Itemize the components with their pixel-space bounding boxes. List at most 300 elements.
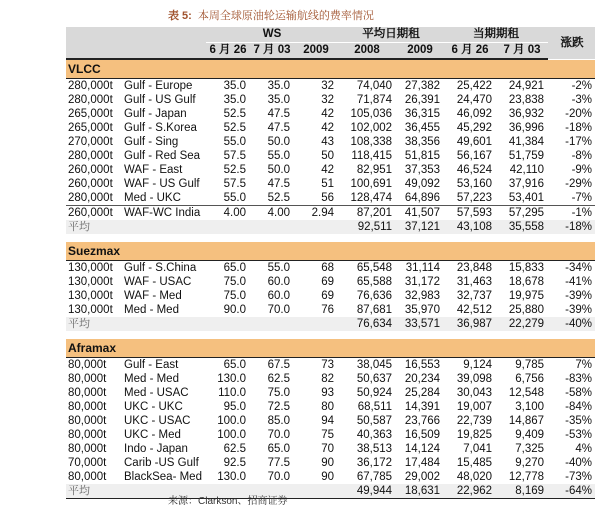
ws-jul03-cell: 35.0 bbox=[267, 94, 290, 106]
tc-avg-2008-cell: 87,681 bbox=[356, 304, 393, 316]
average-tc-avg-2008-cell: 92,511 bbox=[338, 220, 396, 234]
tc-jul03-cell: 6,756 bbox=[515, 373, 545, 385]
ws-jul03-cell: 55.0 bbox=[267, 262, 290, 274]
tc-avg-2008-cell: 128,474 bbox=[350, 192, 393, 204]
tonnage-cell: 260,000t bbox=[68, 164, 113, 176]
tonnage-cell: 80,000t bbox=[68, 373, 107, 385]
tc-avg-2008-cell: 118,415 bbox=[351, 150, 393, 162]
route-cell: Med - USAC bbox=[124, 387, 189, 399]
tc-jul03-cell: 36,932 bbox=[508, 108, 545, 120]
tc-avg-2008-cell: 68,511 bbox=[357, 401, 393, 413]
change-cell: -41% bbox=[565, 276, 593, 288]
table-row bbox=[66, 372, 595, 386]
route-cell: Gulf - Europe bbox=[124, 80, 193, 92]
table-row bbox=[66, 442, 595, 456]
tc-jul03-cell: 15,833 bbox=[508, 262, 545, 274]
tonnage-cell: 130,000t bbox=[68, 290, 113, 302]
tc-jun26-cell: 25,422 bbox=[456, 80, 493, 92]
ws-jun26-cell: 35.0 bbox=[223, 94, 246, 106]
ws-2009-cell: 93 bbox=[321, 387, 335, 399]
tc-jul03-cell: 9,785 bbox=[515, 359, 545, 371]
ws-2009-cell: 82 bbox=[321, 373, 335, 385]
tc-avg-2008-cell: 76,636 bbox=[356, 290, 393, 302]
section-header-row bbox=[66, 59, 595, 79]
table-row bbox=[66, 135, 595, 149]
route-cell: WAF-WC India bbox=[122, 206, 206, 221]
col-header: 7 月 03 bbox=[496, 43, 548, 60]
tonnage-cell: 270,000t bbox=[68, 136, 113, 148]
tc-jun26-cell: 57,593 bbox=[444, 206, 496, 221]
average-tc-jul03-cell: 22,279 bbox=[496, 317, 548, 331]
tc-jun26-cell: 7,041 bbox=[463, 443, 493, 455]
tonnage-cell: 280,000t bbox=[68, 192, 113, 204]
section-title: Suezmax bbox=[66, 242, 595, 261]
average-blank bbox=[122, 317, 338, 331]
ws-jul03-cell: 50.0 bbox=[267, 136, 290, 148]
ws-jul03-cell: 70.0 bbox=[267, 471, 290, 483]
tc-jun26-cell: 31,463 bbox=[456, 276, 493, 288]
tc-avg-2009-cell: 14,124 bbox=[404, 443, 441, 455]
change-cell: 4% bbox=[575, 443, 593, 455]
ws-2009-cell: 42 bbox=[321, 122, 335, 134]
tc-avg-2008-cell: 108,338 bbox=[350, 136, 393, 148]
tc-jul03-cell: 19,975 bbox=[508, 290, 545, 302]
ws-jul03-cell: 65.0 bbox=[267, 443, 290, 455]
change-cell: -20% bbox=[565, 108, 593, 120]
tc-current-group-header: 当期期租 bbox=[444, 27, 548, 43]
section-title: Aframax bbox=[66, 339, 595, 358]
tonnage-cell: 260,000t bbox=[68, 178, 113, 190]
tc-avg-2009-cell: 32,983 bbox=[404, 290, 441, 302]
tc-avg-2008-cell: 38,045 bbox=[356, 359, 393, 371]
tc-jul03-cell: 24,921 bbox=[508, 80, 545, 92]
tc-jul03-cell: 41,384 bbox=[508, 136, 545, 148]
tc-jun26-cell: 32,737 bbox=[456, 290, 493, 302]
change-cell: -35% bbox=[565, 415, 593, 427]
tonnage-cell: 280,000t bbox=[68, 80, 113, 92]
tc-avg-2009-cell: 23,766 bbox=[404, 415, 441, 427]
tonnage-cell: 260,000t bbox=[66, 206, 122, 221]
tc-jun26-cell: 30,043 bbox=[456, 387, 493, 399]
ws-jun26-cell: 35.0 bbox=[223, 80, 246, 92]
change-cell: -84% bbox=[565, 401, 593, 413]
tc-jun26-cell: 57,223 bbox=[456, 192, 493, 204]
ws-jun26-cell: 75.0 bbox=[223, 290, 246, 302]
table-row bbox=[66, 107, 595, 121]
ws-jun26-cell: 52.5 bbox=[223, 164, 246, 176]
route-cell: WAF - East bbox=[124, 164, 183, 176]
tc-avg-2009-cell: 36,455 bbox=[404, 122, 441, 134]
ws-2009-cell: 42 bbox=[321, 164, 335, 176]
route-cell: WAF - Med bbox=[124, 290, 182, 302]
table-row bbox=[66, 275, 595, 289]
average-row bbox=[66, 220, 595, 234]
tc-avg-2008-cell: 36,172 bbox=[356, 457, 393, 469]
tc-avg-2008-cell: 65,548 bbox=[356, 262, 393, 274]
tc-avg-2009-cell: 51,815 bbox=[404, 150, 441, 162]
ws-jun26-cell: 90.0 bbox=[223, 304, 246, 316]
tc-avg-2009-cell: 27,382 bbox=[404, 80, 441, 92]
ws-2009-cell: 90 bbox=[321, 471, 335, 483]
ws-jul03-cell: 50.0 bbox=[267, 164, 290, 176]
tc-jun26-cell: 39,098 bbox=[456, 373, 493, 385]
table-row bbox=[66, 303, 595, 317]
tc-avg-2009-cell: 41,507 bbox=[396, 206, 444, 221]
tc-avg-2009-cell: 26,391 bbox=[404, 94, 441, 106]
ws-2009-cell: 73 bbox=[321, 359, 335, 371]
table-row bbox=[66, 428, 595, 442]
route-cell: UKC - Med bbox=[124, 429, 181, 441]
change-cell: -1% bbox=[548, 206, 595, 221]
ws-jun26-cell: 62.5 bbox=[223, 443, 246, 455]
col-header: 6 月 26 bbox=[206, 43, 250, 60]
tc-jul03-cell: 51,759 bbox=[508, 150, 545, 162]
tc-avg-2008-cell: 105,036 bbox=[350, 108, 393, 120]
ws-jun26-cell: 130.0 bbox=[217, 471, 246, 483]
tc-avg-2009-cell: 37,353 bbox=[404, 164, 441, 176]
ws-jul03-cell: 55.0 bbox=[267, 150, 290, 162]
tc-jul03-cell: 37,916 bbox=[508, 178, 545, 190]
table-row bbox=[66, 206, 595, 221]
col-header: 7 月 03 bbox=[250, 43, 294, 60]
ws-jul03-cell: 4.00 bbox=[250, 206, 294, 221]
average-tc-avg-2009-cell: 18,631 bbox=[396, 484, 444, 499]
ws-jun26-cell: 55.0 bbox=[223, 192, 246, 204]
tc-jul03-cell: 36,996 bbox=[508, 122, 545, 134]
tc-avg-2009-cell: 16,553 bbox=[404, 359, 441, 371]
ws-2009-cell: 42 bbox=[321, 108, 335, 120]
ws-2009-cell: 43 bbox=[321, 136, 335, 148]
average-row bbox=[66, 317, 595, 331]
tonnage-cell: 130,000t bbox=[68, 304, 113, 316]
section-spacer bbox=[66, 234, 595, 242]
table-row bbox=[66, 177, 595, 191]
table-row bbox=[66, 149, 595, 163]
ws-2009-cell: 80 bbox=[321, 401, 335, 413]
header-row-2 bbox=[66, 43, 595, 60]
route-cell: Gulf - S.Korea bbox=[124, 122, 197, 134]
change-cell: -7% bbox=[571, 192, 593, 204]
tc-jun26-cell: 22,739 bbox=[456, 415, 493, 427]
table-row bbox=[66, 121, 595, 135]
tc-jul03-cell: 25,880 bbox=[508, 304, 545, 316]
average-blank bbox=[122, 220, 338, 234]
ws-2009-cell: 56 bbox=[321, 192, 335, 204]
tonnage-cell: 280,000t bbox=[68, 150, 113, 162]
table-row bbox=[66, 358, 595, 373]
average-tc-avg-2008-cell: 49,944 bbox=[338, 484, 396, 499]
ws-jun26-cell: 75.0 bbox=[223, 276, 246, 288]
ws-jun26-cell: 57.5 bbox=[223, 178, 246, 190]
ws-jul03-cell: 60.0 bbox=[267, 276, 290, 288]
tc-jun26-cell: 9,124 bbox=[463, 359, 493, 371]
ws-jul03-cell: 67.5 bbox=[267, 359, 290, 371]
tc-jul03-cell: 12,548 bbox=[508, 387, 545, 399]
change-cell: -17% bbox=[565, 136, 593, 148]
source-note: 来源：Clarkson、招商证券 bbox=[168, 496, 288, 507]
tc-avg-2008-cell: 65,588 bbox=[356, 276, 393, 288]
route-cell: Gulf - Japan bbox=[124, 108, 187, 120]
tc-jun26-cell: 46,092 bbox=[456, 108, 493, 120]
table-row bbox=[66, 400, 595, 414]
table-row bbox=[66, 163, 595, 177]
route-cell: Gulf - East bbox=[124, 359, 179, 371]
ws-2009-cell: 69 bbox=[321, 290, 335, 302]
col-header: 2009 bbox=[396, 43, 444, 60]
tc-avg-2008-cell: 102,002 bbox=[350, 122, 393, 134]
ws-jun26-cell: 95.0 bbox=[223, 401, 246, 413]
average-tc-jun26-cell: 22,962 bbox=[444, 484, 496, 499]
col-header: 6 月 26 bbox=[444, 43, 496, 60]
tc-avg-2009-cell: 29,002 bbox=[404, 471, 441, 483]
route-cell: Med - Med bbox=[124, 304, 179, 316]
average-label: 平均 bbox=[66, 484, 122, 499]
average-tc-avg-2009-cell: 37,121 bbox=[396, 220, 444, 234]
change-cell: 7% bbox=[575, 359, 593, 371]
table-row bbox=[66, 191, 595, 206]
route-cell: Gulf - Red Sea bbox=[124, 150, 201, 162]
ws-jun26-cell: 92.5 bbox=[223, 457, 246, 469]
tc-jun26-cell: 24,470 bbox=[456, 94, 493, 106]
change-cell: -29% bbox=[565, 178, 593, 190]
route-cell: Gulf - Sing bbox=[124, 136, 179, 148]
table-caption: 本周全球原油轮运输航线的费率情况 bbox=[197, 10, 374, 22]
table-row bbox=[66, 79, 595, 94]
tc-jun26-cell: 15,485 bbox=[456, 457, 493, 469]
tc-average-group-header: 平均日期租 bbox=[338, 27, 444, 43]
average-change-cell: -64% bbox=[548, 484, 595, 499]
ws-jul03-cell: 35.0 bbox=[267, 80, 290, 92]
ws-jun26-cell: 57.5 bbox=[223, 150, 246, 162]
ws-jul03-cell: 72.5 bbox=[267, 401, 290, 413]
tc-avg-2009-cell: 16,509 bbox=[404, 429, 441, 441]
route-cell: WAF - US Gulf bbox=[124, 178, 200, 190]
tc-avg-2008-cell: 71,874 bbox=[356, 94, 393, 106]
change-cell: -58% bbox=[565, 387, 593, 399]
change-cell: -2% bbox=[571, 80, 593, 92]
tc-avg-2008-cell: 50,924 bbox=[356, 387, 393, 399]
average-tc-jul03-cell: 35,558 bbox=[496, 220, 548, 234]
tonnage-cell: 130,000t bbox=[68, 276, 113, 288]
ws-jun26-cell: 52.5 bbox=[223, 122, 246, 134]
tc-avg-2009-cell: 14,391 bbox=[404, 401, 441, 413]
average-change-cell: -40% bbox=[548, 317, 595, 331]
tc-avg-2009-cell: 20,234 bbox=[404, 373, 441, 385]
ws-jul03-cell: 70.0 bbox=[267, 429, 290, 441]
tonnage-cell: 265,000t bbox=[68, 122, 113, 134]
section-header-row bbox=[66, 339, 595, 358]
average-change-cell: -18% bbox=[548, 220, 595, 234]
tc-jul03-cell: 3,100 bbox=[515, 401, 545, 413]
tonnage-cell: 265,000t bbox=[68, 108, 113, 120]
table-row bbox=[66, 470, 595, 484]
table-row bbox=[66, 386, 595, 400]
tc-avg-2009-cell: 31,172 bbox=[404, 276, 441, 288]
tc-jun26-cell: 42,512 bbox=[456, 304, 493, 316]
tonnage-cell: 80,000t bbox=[68, 429, 107, 441]
header-row-1 bbox=[66, 27, 595, 43]
tonnage-cell: 70,000t bbox=[68, 457, 107, 469]
change-cell: -53% bbox=[565, 429, 593, 441]
route-cell: BlackSea- Med bbox=[124, 471, 202, 483]
ws-jun26-cell: 130.0 bbox=[217, 373, 246, 385]
average-tc-jun26-cell: 43,108 bbox=[444, 220, 496, 234]
tc-jul03-cell: 42,110 bbox=[509, 164, 545, 176]
route-cell: Med - UKC bbox=[124, 192, 181, 204]
route-cell: Carib -US Gulf bbox=[124, 457, 199, 469]
tc-avg-2009-cell: 38,356 bbox=[404, 136, 441, 148]
section-header-row bbox=[66, 242, 595, 261]
ws-jun26-cell: 4.00 bbox=[206, 206, 250, 221]
tc-jun26-cell: 19,825 bbox=[456, 429, 493, 441]
tc-jun26-cell: 23,848 bbox=[456, 262, 493, 274]
average-label: 平均 bbox=[66, 317, 122, 331]
section-spacer bbox=[66, 331, 595, 339]
average-tc-avg-2008-cell: 76,634 bbox=[338, 317, 396, 331]
change-cell: -9% bbox=[571, 164, 593, 176]
tc-avg-2008-cell: 67,785 bbox=[356, 471, 393, 483]
ws-2009-cell: 76 bbox=[321, 304, 335, 316]
table-row bbox=[66, 93, 595, 107]
table-row bbox=[66, 261, 595, 276]
tc-avg-2009-cell: 64,896 bbox=[404, 192, 441, 204]
route-cell: UKC - UKC bbox=[124, 401, 183, 413]
ws-jul03-cell: 47.5 bbox=[267, 122, 290, 134]
ws-2009-cell: 70 bbox=[321, 443, 335, 455]
tc-avg-2008-cell: 74,040 bbox=[356, 80, 393, 92]
tonnage-cell: 80,000t bbox=[68, 359, 107, 371]
route-cell: Gulf - US Gulf bbox=[124, 94, 196, 106]
route-cell: Med - Med bbox=[124, 373, 179, 385]
table-row bbox=[66, 289, 595, 303]
ws-jul03-cell: 85.0 bbox=[267, 415, 290, 427]
tonnage-cell: 80,000t bbox=[68, 443, 107, 455]
tonnage-cell: 80,000t bbox=[68, 415, 107, 427]
ws-jun26-cell: 100.0 bbox=[217, 429, 246, 441]
tc-jun26-cell: 19,007 bbox=[456, 401, 493, 413]
route-cell: Indo - Japan bbox=[124, 443, 188, 455]
change-cell: -34% bbox=[565, 262, 593, 274]
average-row bbox=[66, 484, 595, 499]
average-label: 平均 bbox=[66, 220, 122, 234]
tc-avg-2009-cell: 31,114 bbox=[405, 262, 441, 274]
tc-avg-2008-cell: 38,513 bbox=[356, 443, 393, 455]
ws-2009-cell: 32 bbox=[321, 94, 335, 106]
ws-2009-cell: 94 bbox=[321, 415, 335, 427]
average-tc-avg-2009-cell: 33,571 bbox=[396, 317, 444, 331]
tc-jul03-cell: 23,838 bbox=[508, 94, 545, 106]
tc-jun26-cell: 56,167 bbox=[456, 150, 493, 162]
ws-jul03-cell: 60.0 bbox=[267, 290, 290, 302]
ws-jul03-cell: 75.0 bbox=[267, 387, 290, 399]
ws-jun26-cell: 100.0 bbox=[217, 415, 246, 427]
table-title bbox=[168, 7, 374, 23]
tonnage-cell: 80,000t bbox=[68, 401, 107, 413]
ws-jun26-cell: 65.0 bbox=[223, 262, 246, 274]
ws-jun26-cell: 110.0 bbox=[218, 387, 246, 399]
tc-jul03-cell: 12,778 bbox=[508, 471, 545, 483]
route-cell: Gulf - S.China bbox=[124, 262, 197, 274]
table-row bbox=[66, 456, 595, 470]
change-cell: -8% bbox=[571, 150, 593, 162]
ws-2009-cell: 90 bbox=[321, 457, 335, 469]
tc-avg-2008-cell: 40,363 bbox=[356, 429, 393, 441]
ws-2009-cell: 32 bbox=[321, 80, 335, 92]
col-header: 2008 bbox=[338, 43, 396, 60]
ws-jul03-cell: 70.0 bbox=[267, 304, 290, 316]
average-tc-jul03-cell: 8,169 bbox=[496, 484, 548, 499]
ws-jun26-cell: 52.5 bbox=[223, 108, 246, 120]
ws-2009-cell: 68 bbox=[321, 262, 335, 274]
tc-avg-2009-cell: 17,484 bbox=[404, 457, 441, 469]
ws-2009-cell: 69 bbox=[321, 276, 335, 288]
ws-jul03-cell: 47.5 bbox=[267, 178, 290, 190]
ws-2009-cell: 50 bbox=[321, 150, 335, 162]
col-header: 2009 bbox=[294, 43, 338, 60]
tc-avg-2008-cell: 50,587 bbox=[356, 415, 393, 427]
change-cell: -83% bbox=[565, 373, 593, 385]
tc-avg-2008-cell: 50,637 bbox=[356, 373, 393, 385]
tc-avg-2009-cell: 25,284 bbox=[404, 387, 441, 399]
ws-2009-cell: 51 bbox=[321, 178, 335, 190]
section-title: VLCC bbox=[66, 59, 595, 79]
change-header: 涨跌 bbox=[548, 27, 595, 59]
ws-jul03-cell: 47.5 bbox=[267, 108, 290, 120]
change-cell: -3% bbox=[571, 94, 593, 106]
tc-jun26-cell: 48,020 bbox=[456, 471, 493, 483]
tc-jun26-cell: 49,601 bbox=[456, 136, 493, 148]
tc-jul03-cell: 57,295 bbox=[496, 206, 548, 221]
tc-jun26-cell: 45,292 bbox=[456, 122, 493, 134]
ws-jul03-cell: 62.5 bbox=[267, 373, 290, 385]
change-cell: -40% bbox=[565, 457, 593, 469]
change-cell: -18% bbox=[565, 122, 593, 134]
tc-avg-2009-cell: 35,970 bbox=[404, 304, 441, 316]
tc-avg-2008-cell: 100,691 bbox=[350, 178, 393, 190]
table-row bbox=[66, 414, 595, 428]
ws-jun26-cell: 65.0 bbox=[223, 359, 246, 371]
tc-jul03-cell: 18,678 bbox=[508, 276, 545, 288]
ws-jul03-cell: 52.5 bbox=[267, 192, 290, 204]
tc-avg-2009-cell: 36,315 bbox=[404, 108, 441, 120]
ws-jun26-cell: 55.0 bbox=[223, 136, 246, 148]
tc-jul03-cell: 14,867 bbox=[508, 415, 545, 427]
tonnage-cell: 80,000t bbox=[68, 387, 107, 399]
tc-jul03-cell: 7,325 bbox=[515, 443, 545, 455]
route-cell: WAF - USAC bbox=[124, 276, 192, 288]
change-cell: -39% bbox=[565, 290, 593, 302]
tc-jul03-cell: 53,401 bbox=[508, 192, 545, 204]
freight-rate-table bbox=[66, 27, 595, 499]
ws-2009-cell: 2.94 bbox=[294, 206, 338, 221]
change-cell: -73% bbox=[565, 471, 593, 483]
tc-avg-2008-cell: 87,201 bbox=[338, 206, 396, 221]
tonnage-cell: 130,000t bbox=[68, 262, 113, 274]
tc-jul03-cell: 9,409 bbox=[515, 429, 545, 441]
ws-jul03-cell: 77.5 bbox=[267, 457, 290, 469]
tc-avg-2009-cell: 49,092 bbox=[404, 178, 441, 190]
route-cell: UKC - USAC bbox=[124, 415, 191, 427]
tc-jun26-cell: 46,524 bbox=[456, 164, 493, 176]
tc-jul03-cell: 9,270 bbox=[515, 457, 545, 469]
tonnage-cell: 80,000t bbox=[68, 471, 107, 483]
tc-avg-2008-cell: 82,951 bbox=[356, 164, 393, 176]
ws-2009-cell: 75 bbox=[321, 429, 335, 441]
change-cell: -39% bbox=[565, 304, 593, 316]
tc-jun26-cell: 53,160 bbox=[456, 178, 493, 190]
table-number: 表 5: bbox=[168, 10, 192, 22]
tonnage-cell: 280,000t bbox=[68, 94, 113, 106]
